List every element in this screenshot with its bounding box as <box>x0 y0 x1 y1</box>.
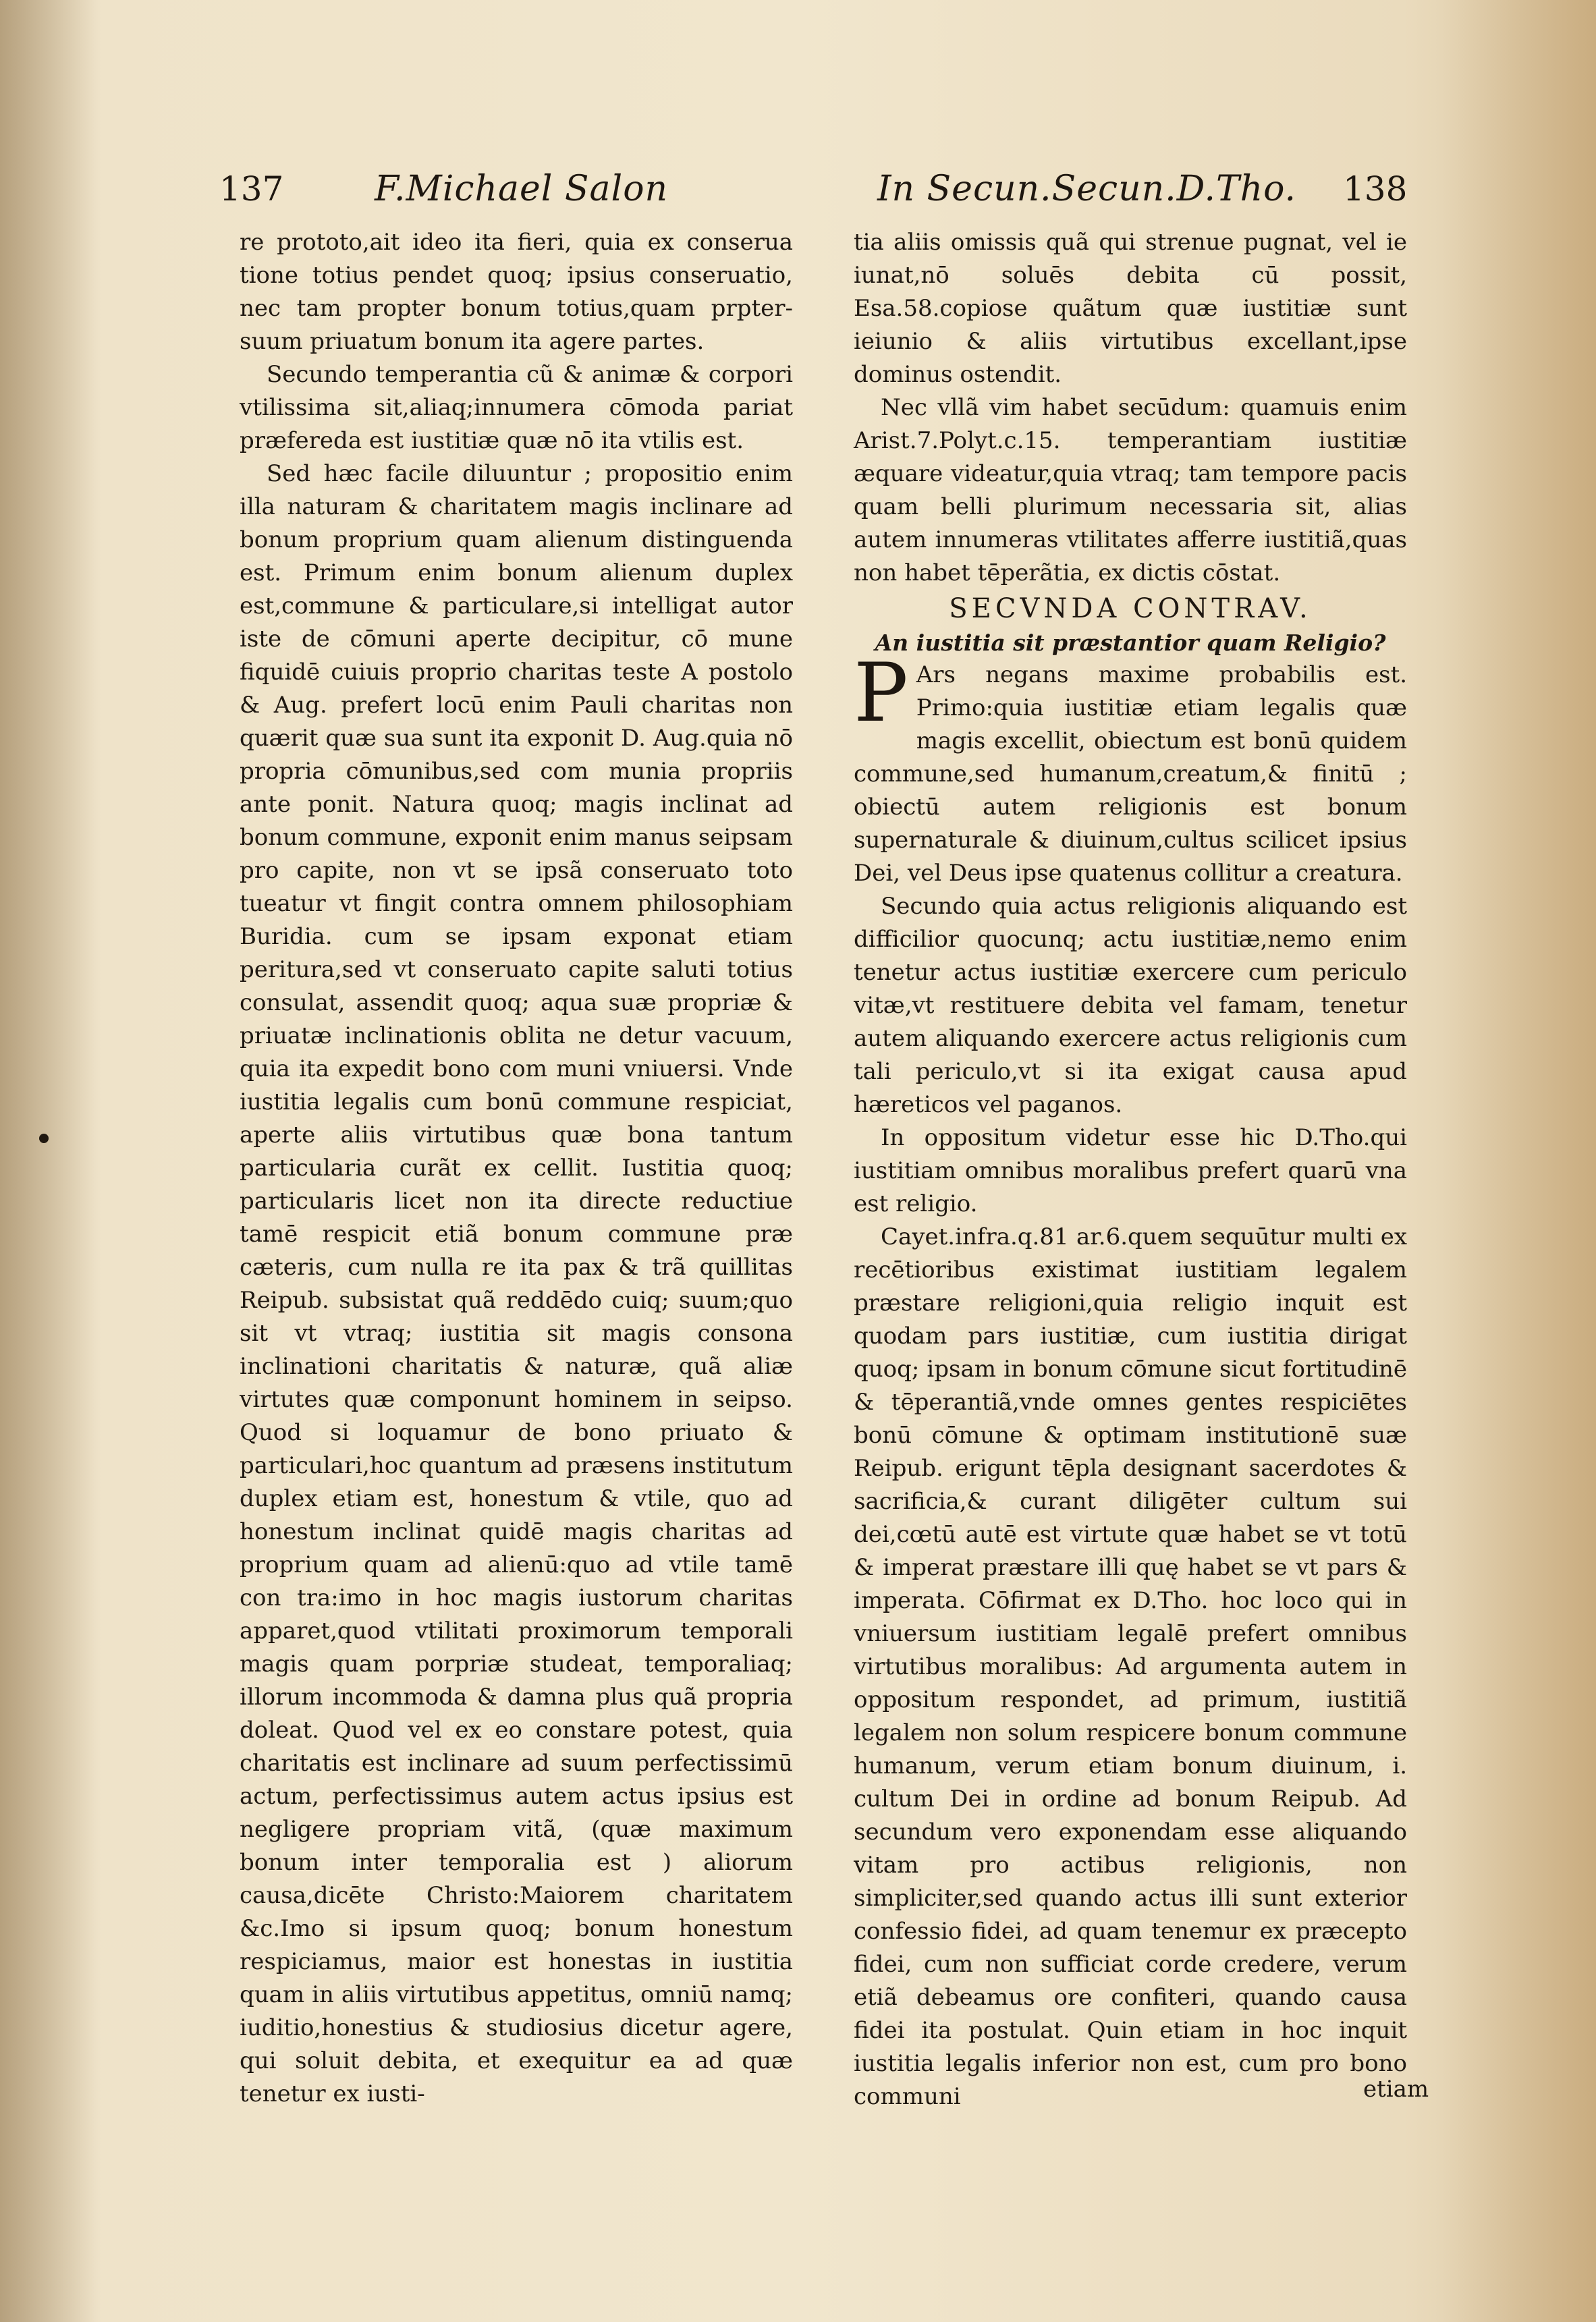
right-text-column <box>854 226 1407 2113</box>
paragraph: Sed hæc facile diluuntur ; propositio enim illa naturam & charitatem magis inclinare ad bonum proprium quam alienum distinguenda est. Primum enim bonum alienum duplex est,commune & particulare,si intelligat autor iste de cōmuni aperte decipitur, cō mune fiquidē cuiuis proprio charitas teste A postolo & Aug. prefert locū enim Pauli charitas non quærit quæ sua sunt ita exponit D. Aug.quia nō propria cōmunibus,sed com munia propriis ante ponit. Natura quoq; magis inclinat ad bonum commune, exponit enim manus seipsam pro capite, non vt se ipsã conseruato toto tueatur vt fingit contra omnem philosophiam Buridia. cum se ipsam exponat etiam peritura,sed vt conseruato capite saluti totius consulat, assendit quoq; aqua suæ propriæ & priuatæ inclinationis oblita ne detur vacuum, quia ita expedit bono com muni vniuersi. Vnde iustitia legalis cum bonū commune respiciat, aperte aliis virtutibus quæ bona tantum particularia curãt ex cellit. Iustitia quoq; particularis licet non ita directe reductiue tamē respicit etiã bonum commune præ cæteris, cum nulla re ita pax & trã quillitas Reipub. subsistat quã reddēdo cuiq; suum;quo sit vt vtraq; iustitia sit magis consona inclinationi charitatis & naturæ, quã aliæ virtutes quæ componunt hominem in seipso. Quod si loquamur de bono priuato & particulari,hoc quantum ad præsens institutum duplex etiam est, honestum & vtile, quo ad honestum inclinat quidē magis charitas ad proprium quam ad alienū:quo ad vtile tamē con tra:imo in hoc magis iustorum charitas apparet,quod vtilitati proximorum temporali magis quam porpriæ studeat, temporaliaq; illorum incommoda & damna plus quã propria doleat. Quod vel ex eo constare potest, quia charitatis est inclinare ad suum perfectissimū actum, perfectissimus autem actus ipsius est negligere propriam vitã, (quæ maximum bonum inter temporalia est ) aliorum causa,dicēte Christo:Maiorem charitatem &c.Imo si ipsum quoq; bonum honestum respiciamus, maior est honestas in iustitia quam in aliis virtutibus appetitus, omniū namq; iuditio,honestius & studiosius dicetur agere, qui soluit debita, et exequitur ea ad quæ tenetur ex iusti- <box>240 460 793 2107</box>
paragraph: Cayet.infra.q.81 ar.6.quem sequūtur multi ex recētioribus existimat iustitiam legalem præstare religioni,quia religio inquit est quodam pars iustitiæ, cum iustitia dirigat quoq; ipsam in bonum cōmune sicut fortitudinē & tēperantiã,vnde omnes gentes respiciētes bonū cōmune & optimam institutionē suæ Reipub. erigunt tēpla designant sacerdotes & sacrificia,& curant diligēter cultum sui dei,cœtū autē est virtute quæ habet se vt totū & imperat præstare illi quę habet se vt pars & imperata. Cōfirmat ex D.Tho. hoc loco qui in vniuersum iustitiam legalē prefert omnibus virtutibus moralibus: Ad argumenta autem in oppositum respondet, ad primum, iustitiã legalem non solum respicere bonum commune humanum, verum etiam bonum diuinum, i. cultum Dei in ordine ad bonum Reipub. Ad secundum vero exponendam esse aliquando vitam pro actibus religionis, non simpliciter,sed quando actus illi sunt exterior confessio fidei, ad quam tenemur ex præcepto fidei, cum non sufficiat corde credere, verum etiã debeamus ore confiteri, quando causa fidei ita postulat. Quin etiam in hoc inquit iustitia legalis inferior non est, cum pro bono communi <box>854 1223 1407 2110</box>
left-text-column <box>240 226 793 2111</box>
right-running-title: In Secun.Secun.D.Tho. <box>877 169 1297 209</box>
paragraph: Secundo quia actus religionis aliquando est difficilior quocunq; actu iustitiæ,nemo enim tenetur actus iustitiæ exercere cum periculo vitæ,vt restituere debita vel famam, tenetur autem aliquando exercere actus religionis cum tali periculo,vt si ita exigat causa apud hæreticos vel paganos. <box>854 893 1407 1118</box>
section-title: SECVNDA CONTRAV. <box>949 593 1312 624</box>
ink-dot <box>39 1134 49 1143</box>
catchword: etiam <box>1363 2076 1429 2103</box>
left-running-title: F.Michael Salon <box>375 169 668 209</box>
drop-cap-letter: P <box>854 646 908 740</box>
running-header <box>0 162 1596 216</box>
paragraph: tia aliis omissis quã qui strenue pugnat, vel ie iunat,nō soluēs debita cū possit, Esa.58.copiose quãtum quæ iustitiæ sunt ieiunio & aliis virtutibus excellant,ipse dominus ostendit. <box>854 229 1407 388</box>
section-subtitle: An iustitia sit præstantior quam Religio? <box>875 630 1386 656</box>
page-edge-stain <box>1441 0 1596 2322</box>
paragraph: Nec vllã vim habet secūdum: quamuis enim Arist.7.Polyt.c.15. temperantiam iustitiæ æquare videatur,quia vtraq; tam tempore pacis quam belli plurimum necessaria sit, alias autem innumeras vtilitates afferre iustitiã,quas non habet tēperãtia, ex dictis cōstat. <box>854 394 1407 586</box>
paragraph: re prototo,ait ideo ita fieri, quia ex conserua tione totius pendet quoq; ipsius conseruatio, nec tam propter bonum totius,quam prpter-suum priuatum bonum ita agere partes. <box>240 229 793 355</box>
paragraph: Secundo temperantia cũ & animæ & corpori vtilissima sit,aliaq;innumera cōmoda pariat præfereda est iustitiæ quæ nō ita vtilis est. <box>240 361 793 454</box>
binding-shadow <box>0 0 101 2322</box>
left-folio-number: 137 <box>219 169 284 209</box>
right-folio-number: 138 <box>1343 169 1408 209</box>
paragraph-text: Ars negans maxime probabilis est. Primo:quia iustitiæ etiam legalis quæ magis excellit, obiectum est bonū quidem commune,sed humanum,creatum,& finitū ; obiectū autem religionis est bonum supernaturale & diuinum,cultus scilicet ipsius Dei, vel Deus ipse quatenus collitur a creatura. <box>854 661 1407 887</box>
paragraph: In oppositum videtur esse hic D.Tho.qui iustitiam omnibus moralibus prefert quarū vna est religio. <box>854 1124 1407 1217</box>
paragraph-with-drop-cap <box>854 646 1407 890</box>
